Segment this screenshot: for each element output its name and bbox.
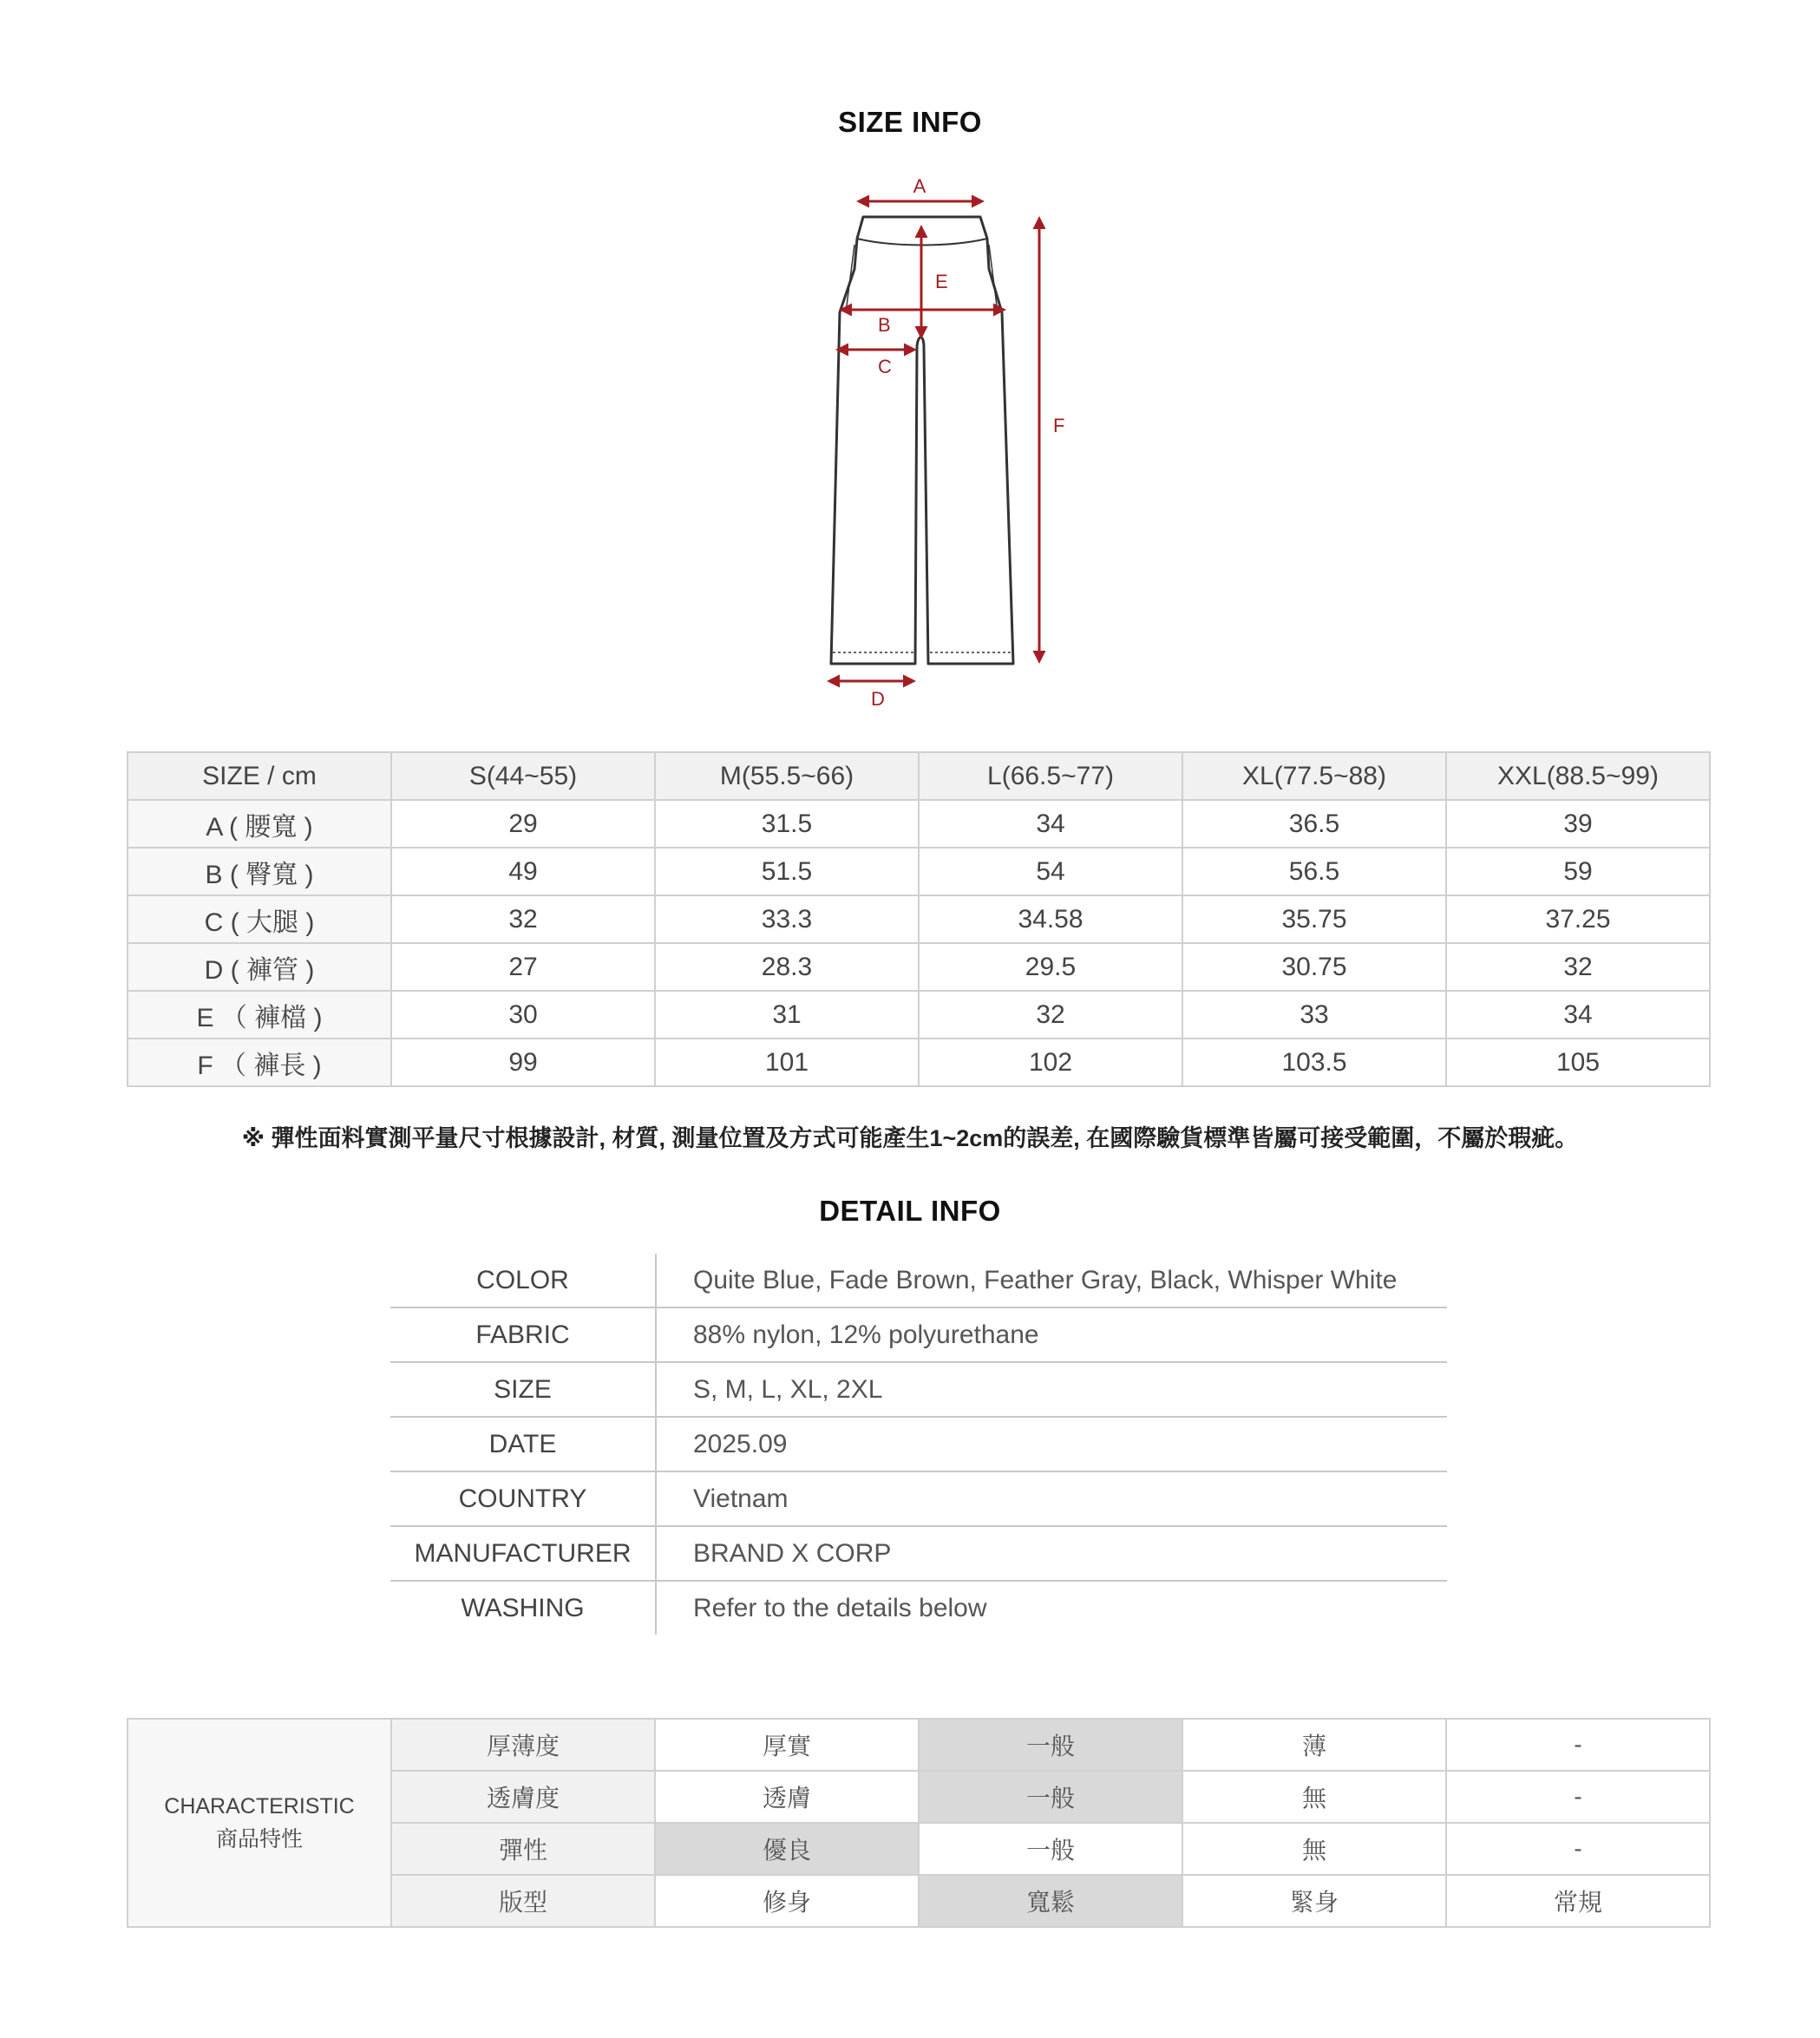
table-cell: 31.5 (655, 800, 919, 848)
table-cell: 32 (1446, 943, 1710, 991)
table-cell: 59 (1446, 848, 1710, 895)
detail-info-title: DETAIL INFO (819, 1195, 1001, 1227)
table-row (128, 895, 1710, 943)
characteristic-option: - (1446, 1823, 1710, 1875)
table-cell: 49 (391, 848, 655, 895)
header-cell: SIZE / cm (128, 752, 391, 800)
header-cell: M(55.5~66) (655, 752, 919, 800)
table-row (128, 991, 1710, 1039)
row-label: D ( 褲管 ) (128, 943, 391, 991)
characteristic-name: 彈性 (391, 1823, 655, 1875)
table-cell: 99 (391, 1039, 655, 1086)
table-row (128, 1039, 1710, 1086)
table-cell: 28.3 (655, 943, 919, 991)
table-cell: 31 (655, 991, 919, 1039)
row-label: C ( 大腿 ) (128, 895, 391, 943)
characteristic-table (127, 1718, 1711, 1928)
characteristic-option: 透膚 (655, 1771, 919, 1823)
detail-value: S, M, L, XL, 2XL (656, 1362, 1447, 1417)
table-cell: 103.5 (1182, 1039, 1446, 1086)
row-label: F （ 褲長 ) (128, 1039, 391, 1086)
detail-table (390, 1254, 1447, 1635)
table-cell: 33.3 (655, 895, 919, 943)
characteristic-option: 一般 (919, 1771, 1182, 1823)
characteristic-option: - (1446, 1719, 1710, 1771)
detail-key: COLOR (390, 1254, 656, 1307)
characteristic-row (128, 1719, 1710, 1771)
header-cell: L(66.5~77) (919, 752, 1182, 800)
size-table-header (128, 752, 1710, 800)
table-cell: 56.5 (1182, 848, 1446, 895)
detail-key: MANUFACTURER (390, 1526, 656, 1581)
table-cell: 35.75 (1182, 895, 1446, 943)
table-row (128, 800, 1710, 848)
header-cell: S(44~55) (391, 752, 655, 800)
table-cell: 51.5 (655, 848, 919, 895)
characteristic-option: 緊身 (1182, 1875, 1446, 1927)
table-cell: 102 (919, 1039, 1182, 1086)
detail-row (390, 1581, 1447, 1635)
table-cell: 34.58 (919, 895, 1182, 943)
characteristic-option: 薄 (1182, 1719, 1446, 1771)
detail-row (390, 1417, 1447, 1471)
table-cell: 34 (1446, 991, 1710, 1039)
detail-key: DATE (390, 1417, 656, 1471)
characteristic-option: - (1446, 1771, 1710, 1823)
table-cell: 27 (391, 943, 655, 991)
characteristic-option: 常規 (1446, 1875, 1710, 1927)
table-cell: 29 (391, 800, 655, 848)
size-table (127, 751, 1711, 1087)
row-label: B ( 臀寬 ) (128, 848, 391, 895)
table-cell: 37.25 (1446, 895, 1710, 943)
detail-key: COUNTRY (390, 1471, 656, 1526)
detail-value: Quite Blue, Fade Brown, Feather Gray, Black, Whisper White (693, 1265, 1398, 1294)
characteristic-name: 透膚度 (391, 1771, 655, 1823)
detail-row (390, 1307, 1447, 1362)
table-row (128, 848, 1710, 895)
characteristic-option: 優良 (655, 1823, 919, 1875)
header-cell: XL(77.5~88) (1182, 752, 1446, 800)
detail-value: BRAND X CORP (656, 1526, 1447, 1581)
characteristic-option: 一般 (919, 1719, 1182, 1771)
table-cell: 54 (919, 848, 1182, 895)
row-label: A ( 腰寬 ) (128, 800, 391, 848)
characteristic-option: 無 (1182, 1771, 1446, 1823)
table-cell: 39 (1446, 800, 1710, 848)
detail-row (390, 1362, 1447, 1417)
detail-key: SIZE (390, 1362, 656, 1417)
table-cell: 101 (655, 1039, 919, 1086)
detail-value: Vietnam (656, 1471, 1447, 1526)
table-cell: 33 (1182, 991, 1446, 1039)
size-info-title: SIZE INFO (838, 106, 982, 138)
table-cell: 32 (919, 991, 1182, 1039)
label-d: D (871, 688, 885, 710)
label-c: C (878, 356, 892, 377)
table-cell: 29.5 (919, 943, 1182, 991)
pants-measurement-diagram (815, 165, 1076, 720)
characteristic-label-zh: 商品特性 (215, 1827, 303, 1851)
table-cell: 34 (919, 800, 1182, 848)
table-cell: 30.75 (1182, 943, 1446, 991)
table-cell: 36.5 (1182, 800, 1446, 848)
characteristic-option: 無 (1182, 1823, 1446, 1875)
characteristic-label (128, 1719, 391, 1927)
header-cell: XXL(88.5~99) (1446, 752, 1710, 800)
row-label: E （ 褲檔 ) (128, 991, 391, 1039)
characteristic-option: 一般 (919, 1823, 1182, 1875)
detail-row (390, 1254, 1447, 1307)
table-cell: 32 (391, 895, 655, 943)
label-f: F (1053, 415, 1065, 436)
characteristic-name: 版型 (391, 1875, 655, 1927)
characteristic-option: 寬鬆 (919, 1875, 1182, 1927)
detail-row (390, 1526, 1447, 1581)
characteristic-option: 厚實 (655, 1719, 919, 1771)
label-a: A (913, 175, 926, 197)
characteristic-option: 修身 (655, 1875, 919, 1927)
detail-value: 88% nylon, 12% polyurethane (656, 1307, 1447, 1362)
measurement-note: ※ 彈性面料實測平量尺寸根據設計, 材質, 測量位置及方式可能產生1~2cm的誤差, 在國際驗貨標準皆屬可接受範圍，不屬於瑕疵。 (241, 1125, 1579, 1151)
label-b: B (878, 314, 891, 336)
table-cell: 30 (391, 991, 655, 1039)
characteristic-name: 厚薄度 (391, 1719, 655, 1771)
table-row (128, 943, 1710, 991)
detail-value: Refer to the details below (656, 1581, 1447, 1635)
detail-key: WASHING (390, 1581, 656, 1635)
characteristic-label-en: CHARACTERISTIC (164, 1794, 355, 1818)
detail-key: FABRIC (390, 1307, 656, 1362)
label-e: E (935, 271, 948, 292)
detail-row (390, 1471, 1447, 1526)
table-cell: 105 (1446, 1039, 1710, 1086)
detail-value: 2025.09 (656, 1417, 1447, 1471)
